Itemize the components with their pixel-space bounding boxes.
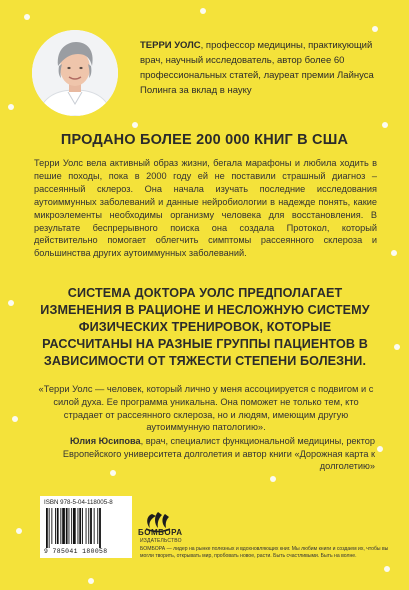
barcode-bar (94, 508, 95, 544)
barcode-bar (69, 508, 70, 544)
barcode-bar (55, 508, 56, 544)
decor-dot (391, 250, 397, 256)
barcode-label (40, 496, 132, 558)
decor-dot (382, 122, 388, 128)
barcode-bar (60, 508, 61, 544)
barcode-bar (82, 508, 83, 544)
barcode-bar (73, 508, 76, 544)
author-photo (32, 30, 118, 116)
publisher-name: БОМБОРА (138, 528, 183, 537)
testimonial-attribution (60, 435, 375, 473)
author-name: ТЕРРИ УОЛС (140, 40, 201, 51)
system-statement: СИСТЕМА ДОКТОРА УОЛС ПРЕДПОЛАГАЕТ ИЗМЕНЕНИЯ В РАЦИОНЕ И НЕСЛОЖНУЮ СИСТЕМУ ФИЗИЧЕСКИХ ТРЕНИРОВОК, КОТОРЫЕ РАССЧИТАНЫ НА РАЗНЫЕ ГРУППЫ ПАЦИЕНТОВ В ЗАВИСИМОСТИ ОТ ТЯЖЕСТИ СТЕПЕНИ БОЛЕЗНИ. (40, 286, 370, 368)
barcode-bar (51, 508, 52, 544)
decor-dot (16, 528, 22, 534)
decor-dot (394, 344, 400, 350)
publisher-note: БОМБОРА — лидер на рынке полезных и вдохновляющих книг. Мы любим книги и создаем их, чтобы вы могли творить, открывать мир, пробовать новое, расти. Быть счастливыми. Быть на волне. (140, 546, 389, 559)
publisher-subtitle: ИЗДАТЕЛЬСТВО (140, 538, 182, 544)
decor-dot (8, 104, 14, 110)
sales-headline: ПРОДАНО БОЛЕЕ 200 000 КНИГ В США (60, 132, 349, 148)
barcode-digits: 9 785041 180058 (44, 548, 108, 555)
barcode-bar (88, 508, 89, 544)
decor-dot (372, 26, 378, 32)
testimonial-quote: «Терри Уолс — человек, который лично у меня ассоциируется с подвигом и с силой духа. Ее программа уникальна. Она поможет не только тем, кто страдает от рассеянного склероза, но и людям, имеющим другую аутоиммунную патологию». (38, 384, 374, 433)
attribution-credentials: , врач, специалист функциональной медицины, ректор Европейского университета долголетия и автор книги «Дорожная карта к долголетию» (62, 436, 375, 472)
barcode-bar (78, 508, 79, 544)
decor-dot (377, 446, 383, 452)
barcode-bar (49, 508, 50, 548)
barcode-bar (97, 508, 98, 544)
barcode-bar (62, 508, 65, 544)
decor-dot (384, 566, 390, 572)
decor-dot (24, 14, 30, 20)
decor-dot (200, 8, 206, 14)
barcode-graphic (44, 508, 128, 548)
barcode-bar (71, 508, 72, 544)
barcode-bar (90, 508, 92, 544)
decor-dot (8, 300, 14, 306)
author-bio (140, 38, 390, 98)
barcode-bar (99, 508, 101, 548)
attribution-name: Юлия Юсипова (69, 436, 141, 446)
description-paragraph: Терри Уолс вела активный образ жизни, бегала марафоны и любила ходить в пешие походы, пока в 2000 году ей не поставили страшный диагноз – рассеянный склероз. Она начала изучать последние исследования аутоиммунных заболеваний и данные нейробиологии в надежде понять, какие микроэлементы необходимы организму человека для восстановления. В результате беспрерывного поиска она создала Протокол, который действительно помогает облегчить симптомы рассеянного склероза и большинства других аутоиммунных заболеваний. (34, 158, 377, 259)
author-bio-text: , профессор медицины, практикующий врач, научный исследователь, автор более 60 профессиональных статей, лауреат премии Лайнуса Полинга за вклад в науку (140, 40, 374, 96)
decor-dot (270, 476, 276, 482)
barcode-bar (46, 508, 48, 548)
barcode-bar (57, 508, 59, 544)
barcode-bar (66, 508, 68, 544)
barcode-bar (79, 508, 81, 544)
barcode-bar (86, 508, 87, 544)
decor-dot (132, 122, 138, 128)
isbn-number: ISBN 978-5-04-118005-8 (44, 499, 113, 506)
decor-dot (88, 578, 94, 584)
decor-dot (12, 416, 18, 422)
